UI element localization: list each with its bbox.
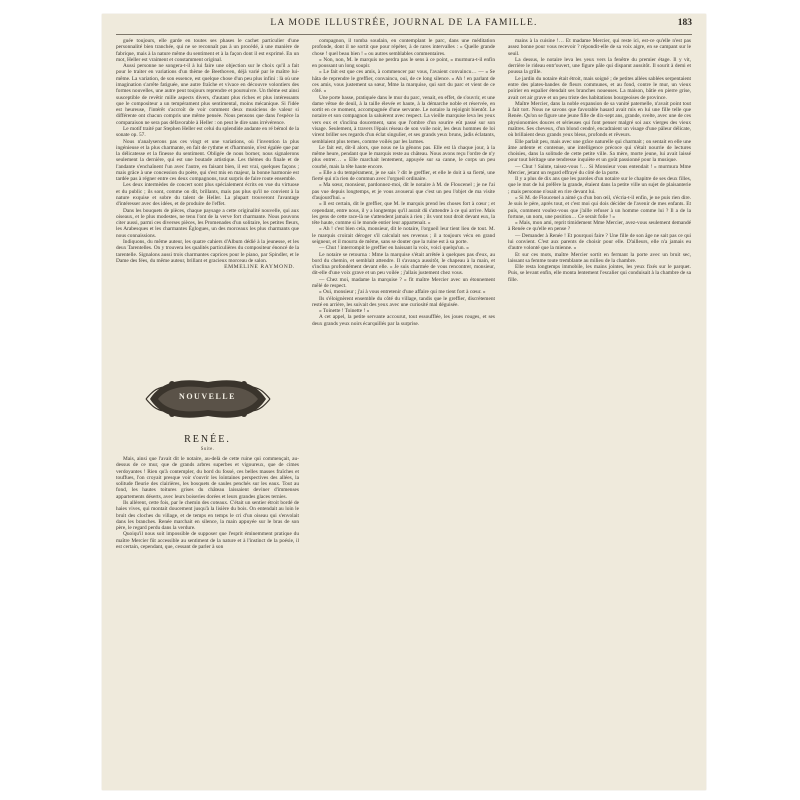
paragraph: Ils allèrent, cette fois, par le chemin des coteaux. C'était un sentier étroit bordé de haies vives, qui montait doucement jusqu'à la lisière du bois. On entendait au loin le bruit des cloches du village, et de temps en temps le cri d'un oiseau qui s'envolait dans les branches. Renée marchait en silence, la main appuyée sur le bras de son père, le regard perdu dans la verdure. (116, 499, 299, 532)
paragraph: « Le fait est que ces amis, à commencer par vous, l'avaient convaincu… — « Se hâta de reprendre le greffier, convaincu, oui, de ce long silence. » Ah ! en parlant de ces amis, vous justement sa sœur, Mme la marquise, qui sort du parc et vient de ce côté. » (312, 69, 495, 95)
paragraph: « Si M. de Floucenel a aimé ça d'un bon œil, s'écria-t-il enfin, je ne puis rien dire. Je suis le père, après tout, et c'est moi qui dois décider de l'avenir de mes enfants. Et puis, comment voulez-vous que j'aille refuser à un homme comme lui ? Il a de la fortune, un nom, une position… Ce serait folie ! » (508, 195, 691, 220)
newspaper-page (102, 14, 706, 790)
paragraph: Elle parlait peu, mais avec une grâce naturelle qui charmait ; on sentait en elle une âme ardente et contenue, une intelligence précoce qui s'était nourrie de lectures choisies, dans la solitude de cette petite ville. Sa mère, morte jeune, lui avait laissé pour tout héritage une tendresse inquiète et un goût passionné pour la musique. (508, 138, 691, 164)
paragraph: Et sur ces mots, maître Mercier sortit en fermant la porte avec un bruit sec, laissant sa femme toute tremblante au milieu de la chambre. (508, 251, 691, 264)
paragraph: — Demander à Renée ! Et pourquoi faire ? Une fille de son âge ne sait pas ce qui lui convient. C'est aux parents de choisir pour elle. D'ailleurs, elle n'a jamais eu d'autre volonté que la mienne. » (508, 232, 691, 252)
paragraph: « Mais, mon ami, reprit timidement Mme Mercier, avez-vous seulement demandé à Renée ce qu'elle en pense ? (508, 220, 691, 233)
paragraph: Les deux intermèdes de concert sont plus spécialement écrits en vue du virtuose et du public ; ils sont, comme on dit, brillants, mais pas plus qu'il ne convient à la nature exquise et sobre du talent de Heller. La plupart trouveront l'avantage d'intéresser avec des idées, et de produire de l'effet. (116, 182, 299, 208)
story-subtitle: Suite. (200, 447, 215, 452)
paragraph: « Ma sœur, monsieur, pardonnez-moi, dit le notaire à M. de Floucenel ; je ne l'ai pas vue depuis longtemps, et je vous avouerai que c'est un peu l'objet de ma visite d'aujourd'hui. » (312, 182, 495, 202)
paragraph: Le notaire se retourna : Mme la marquise s'était arrêtée à quelques pas d'eux, au bord du chemin, et semblait attendre. Il s'avança aussitôt, le chapeau à la main, et s'inclina profondément devant elle. « Je suis charmée de vous rencontrer, monsieur, dit-elle d'une voix grave et un peu voilée ; j'allais justement chez vous. (312, 251, 495, 277)
running-title: LA MODE ILLUSTRÉE, JOURNAL DE LA FAMILLE. (270, 18, 538, 28)
paragraph: « Oui, monsieur ; j'ai à vous entretenir d'une affaire qui me tient fort à cœur. » (319, 289, 486, 296)
paragraph: guée toujours, elle garde en toutes ses phases le cachet particulier d'une personnalité bien tranchée, qui ne se reconnaît pas à un procédé, à une manière de fabrique, mais à la nature même du sentiment et à la façon dont il est exprimé. En un mot, Heller est vraiment et constamment original. (116, 38, 299, 63)
paragraph: Maître Mercier, dans la noble expansion de sa vanité paternelle, n'avait point tout à fait tort. Nous ne savons que favorable hasard avait mis en lui une fille telle que Renée. Qu'on se figure une jeune fille de dix-sept ans, grande, svelte, avec une de ces physionomies douces et sérieuses qui font penser malgré soi aux vierges des vieux maîtres. Ses cheveux, d'un blond cendré, encadraient un visage d'une pâleur délicate, où brillaient deux grands yeux bleus, profonds et rêveurs. (508, 100, 691, 139)
paragraph: — Chut ! interrompit le greffier en baissant la voix, voici quelqu'un. » (319, 245, 469, 252)
column-3 (508, 38, 691, 782)
paragraph: Le fait est, dit-il alors, que nous ne la gênons pas. Elle est là chaque jour, à la même heure, pendant que le marquis reste au château. Nous avons reçu l'ordre de n'y plus entrer… » Elle marchait lentement, appuyée sur sa canne, le corps un peu courbé, mais la tête haute encore. (312, 144, 495, 170)
paragraph: Le jardin du notaire était étroit, mais soigné ; de petites allées sablées serpentaient entre des plates-bandes de fleurs communes, et au fond, contre le mur, un vieux poirier en espalier étendait ses branches noueuses. La maison, bâtie en pierre grise, avait cet air grave et un peu triste des habitations bourgeoises de province. (508, 75, 691, 101)
paragraph: — Chut ! Sainte, taisez-vous !… Si Monsieur vous entendait ! » murmura Mme Mercier, jetant un regard effrayé du côté de la porte. (508, 163, 691, 176)
paragraph: Elle resta longtemps immobile, les mains jointes, les yeux fixés sur le parquet. Puis, se levant enfin, elle monta lentement l'escalier qui conduisait à la chambre de sa fille. (508, 264, 691, 283)
paragraph: mains à la cuisine !… Et madame Mercier, qui reste ici, est-ce qu'elle n'est pas assez bonne pour vous recevoir ? répondit-elle de sa voix aigre, en se campant sur le seuil. (508, 38, 691, 57)
paragraph: compagnon, il tomba soudain, en contemplant le parc, dans une méditation profonde, dont il ne sortit que pour répéter, à de rares intervalles : « Quelle grande chose ! quel beau bien ! » ou autres semblables commentaires. (312, 38, 495, 57)
paragraph: « Toinette ! Toinette ! » (319, 308, 370, 315)
paragraph: « Ah ! c'est bien cela, monsieur, dit le notaire, l'orgueil leur tient lieu de tout. M. le marquis croirait déroger s'il calculait ses revenus ; il a toujours vécu en grand seigneur, et il mourra de même, sans se douter que la ruine est à sa porte. (312, 226, 495, 245)
paragraph: Nous n'analyserons pas ces vingt et une variations, où l'invention la plus ingénieuse et la plus charmante, en fait de rythme et d'harmonie, n'est égalée que par la délicatesse et la finesse du sentiment. Obligée de nous borner, nous signalerons seulement la dernière, qui est une boutade artistique. Les thèmes du finale et de l'andante s'enchaînent l'un avec l'autre, en faisant bien, il est vrai, quelques façons ; mais grâce à une concession du poète, qui s'est mis en majeur, la bonne harmonie est tardée pas à régner entre ces deux compagnons, tout surpris de faire route ensemble. (116, 138, 299, 183)
paragraph: La dessus, le notaire leva les yeux vers la fenêtre du premier étage. Il y vit, derrière le rideau entr'ouvert, une figure pâle qui disparut aussitôt. Il sourit à demi et poussa la grille. (508, 56, 691, 76)
paragraph: Une porte basse, pratiquée dans le mur du parc, venait, en effet, de s'ouvrir, et une dame vêtue de deuil, à la taille élevée et haute, à la démarche noble et réservée, en sortit en ce moment, accompagnée d'une servante. Le notaire la rejoignit bientôt. Le notaire et son compagnon la saluèrent avec respect. La vieille marquise leva les yeux vers eux et s'inclina doucement, sans que l'ombre d'un sourire eût passé sur son visage. Seulement, à travers l'épais réseau de son voile noir, les deux hommes de loi virent briller ses regards d'un éclat singulier, et ses grands yeux bruns, jadis éclatants, semblaient plus ternes, comme voilés par les larmes. (312, 94, 495, 145)
paragraph: A cet appel, la petite servante accourut, tout essoufflée, les joues rouges, et ses deux grands yeux noirs écarquillés par la surprise. (312, 314, 495, 327)
paragraph: « Elle a du tempérament, je ne sais ? dit le greffier, et elle le doit à sa fierté, une fierté qui n'a rien de commun avec l'orgueil ordinaire. (312, 169, 495, 183)
paragraph: Quoiqu'il nous soit impossible de supposer que l'esprit éminemment pratique du maître Mercier fût accessible au sentiment de la nature et à l'instinct de la poésie, il est certain, cependant, que, cessant de parler à son (116, 531, 299, 550)
paragraph: Mais, ainsi que l'avait dit le notaire, au-delà de cette ruine qui commençait, au-dessus de ce mur, que de grands arbres superbes et vigoureux, que de cimes verdoyantes ! Rien qu'à contempler, du bord du fossé, ces belles masses fraîches et touffues, l'on croyait presque voir s'ouvrir les lointaines perspectives des allées, la solitude fleurie des clairières, les bosquets de saules penchés sur les eaux. Tout au fond, les hautes toitures grises du château laissaient deviner d'immenses appartements déserts, avec leurs boiseries dorées et leurs grandes glaces ternies. (116, 456, 299, 500)
paragraph: — Chez moi, madame la marquise ? » fit maître Mercier avec un étonnement mêlé de respect. (312, 276, 495, 289)
story-title: RENÉE. (184, 434, 231, 445)
running-head (116, 18, 692, 34)
section-vignette (144, 374, 272, 424)
vignette-label: NOUVELLE (179, 392, 236, 401)
paragraph: « Il est certain, dit le greffier, que M. le marquis prend les choses fort à cœur ; et cependant, entre nous, il y a longtemps qu'il aurait dû s'attendre à ce qui arrive. Mais les gens de cette race-là ne s'attendent jamais à rien ; ils vont tout droit devant eux, la tête haute, comme si le monde entier leur appartenait. » (312, 201, 495, 227)
author-signature: EMMELINE RAYMOND. (224, 264, 295, 271)
paragraph: Il y a plus de dix ans que les paroles d'un notaire sur le chapitre de ses deux filles, que le mot de lui préfère la grande, étaient dans la petite ville un sujet de plaisanterie ; mais personne n'osait en rire devant lui. (508, 176, 691, 195)
paragraph: Indiquons, du même auteur, les quatre cahiers d'Album dédié à la jeunesse, et les deux Tarentelles. On y trouvera les qualités particulières du compositeur énoncé de la tarentelle. Signalons aussi trois charmantes caprices pour le piano, par Spindler, et le Dame des fées, du même auteur, brillant et gracieux morceau de salon. (116, 239, 299, 264)
paragraph: Dans les bouquets de pièces, chaque paysage a cette originalité nouvelle, qui aux oiseaux, et le plus modestes, ne tenu l'ont de la verve fort charmante. Nous pouvons citer aussi, parmi ces diverses pièces, les Promenades d'un solitaire, les petites fleurs, les Arabesques et les charmantes Églogues, un des morceaux les plus charmants que nous connaissions. (116, 207, 299, 239)
page-number: 183 (677, 18, 692, 28)
header-rule (116, 34, 692, 35)
column-2 (312, 38, 495, 782)
story-beginning (116, 456, 299, 782)
paragraph: Aussi personne ne songera-t-il à lui faire une objection sur le choix qu'il a fait pour le traiter en variations d'un thème de Beethoven, déjà varié par le maître lui-même. La variation, de son essence, est quelque chose d'un peu plus infini : là où une imagination s'arrête fatiguée, une autre fraîche et vivace en découvre volontiers des formes nouvelles, une autre peut toujours reprendre et poursuivre. Un thème est ainsi susceptible de revêtir mille aspects divers, d'autant plus riches et plus intéressants que le compositeur a un tempérament plus sentimental, moins mécanique. Si l'idée est heureuse, l'intérêt s'accroît de voir comment deux musiciens de valeur si différente ont chacun compris une même pensée. Nous pensons que dans l'espèce la comparaison ne sera pas défavorable à Heller : on peut le dire sans irrévérence. (116, 63, 299, 126)
music-review-article (116, 38, 299, 366)
column-1 (116, 38, 299, 782)
paragraph: Le motif traité par Stephen Heller est celui du splendide andante en ré bémol de la sonate op. 57. (116, 125, 299, 139)
paragraph: « Non, non, M. le marquis ne perdra pas le sens à ce point, » murmura-t-il enfin en poussant un long soupir. (312, 56, 495, 70)
paragraph: Ils s'éloignèrent ensemble du côté du village, tandis que le greffier, discrètement resté en arrière, les suivait des yeux avec une curiosité mal déguisée. (312, 295, 495, 308)
